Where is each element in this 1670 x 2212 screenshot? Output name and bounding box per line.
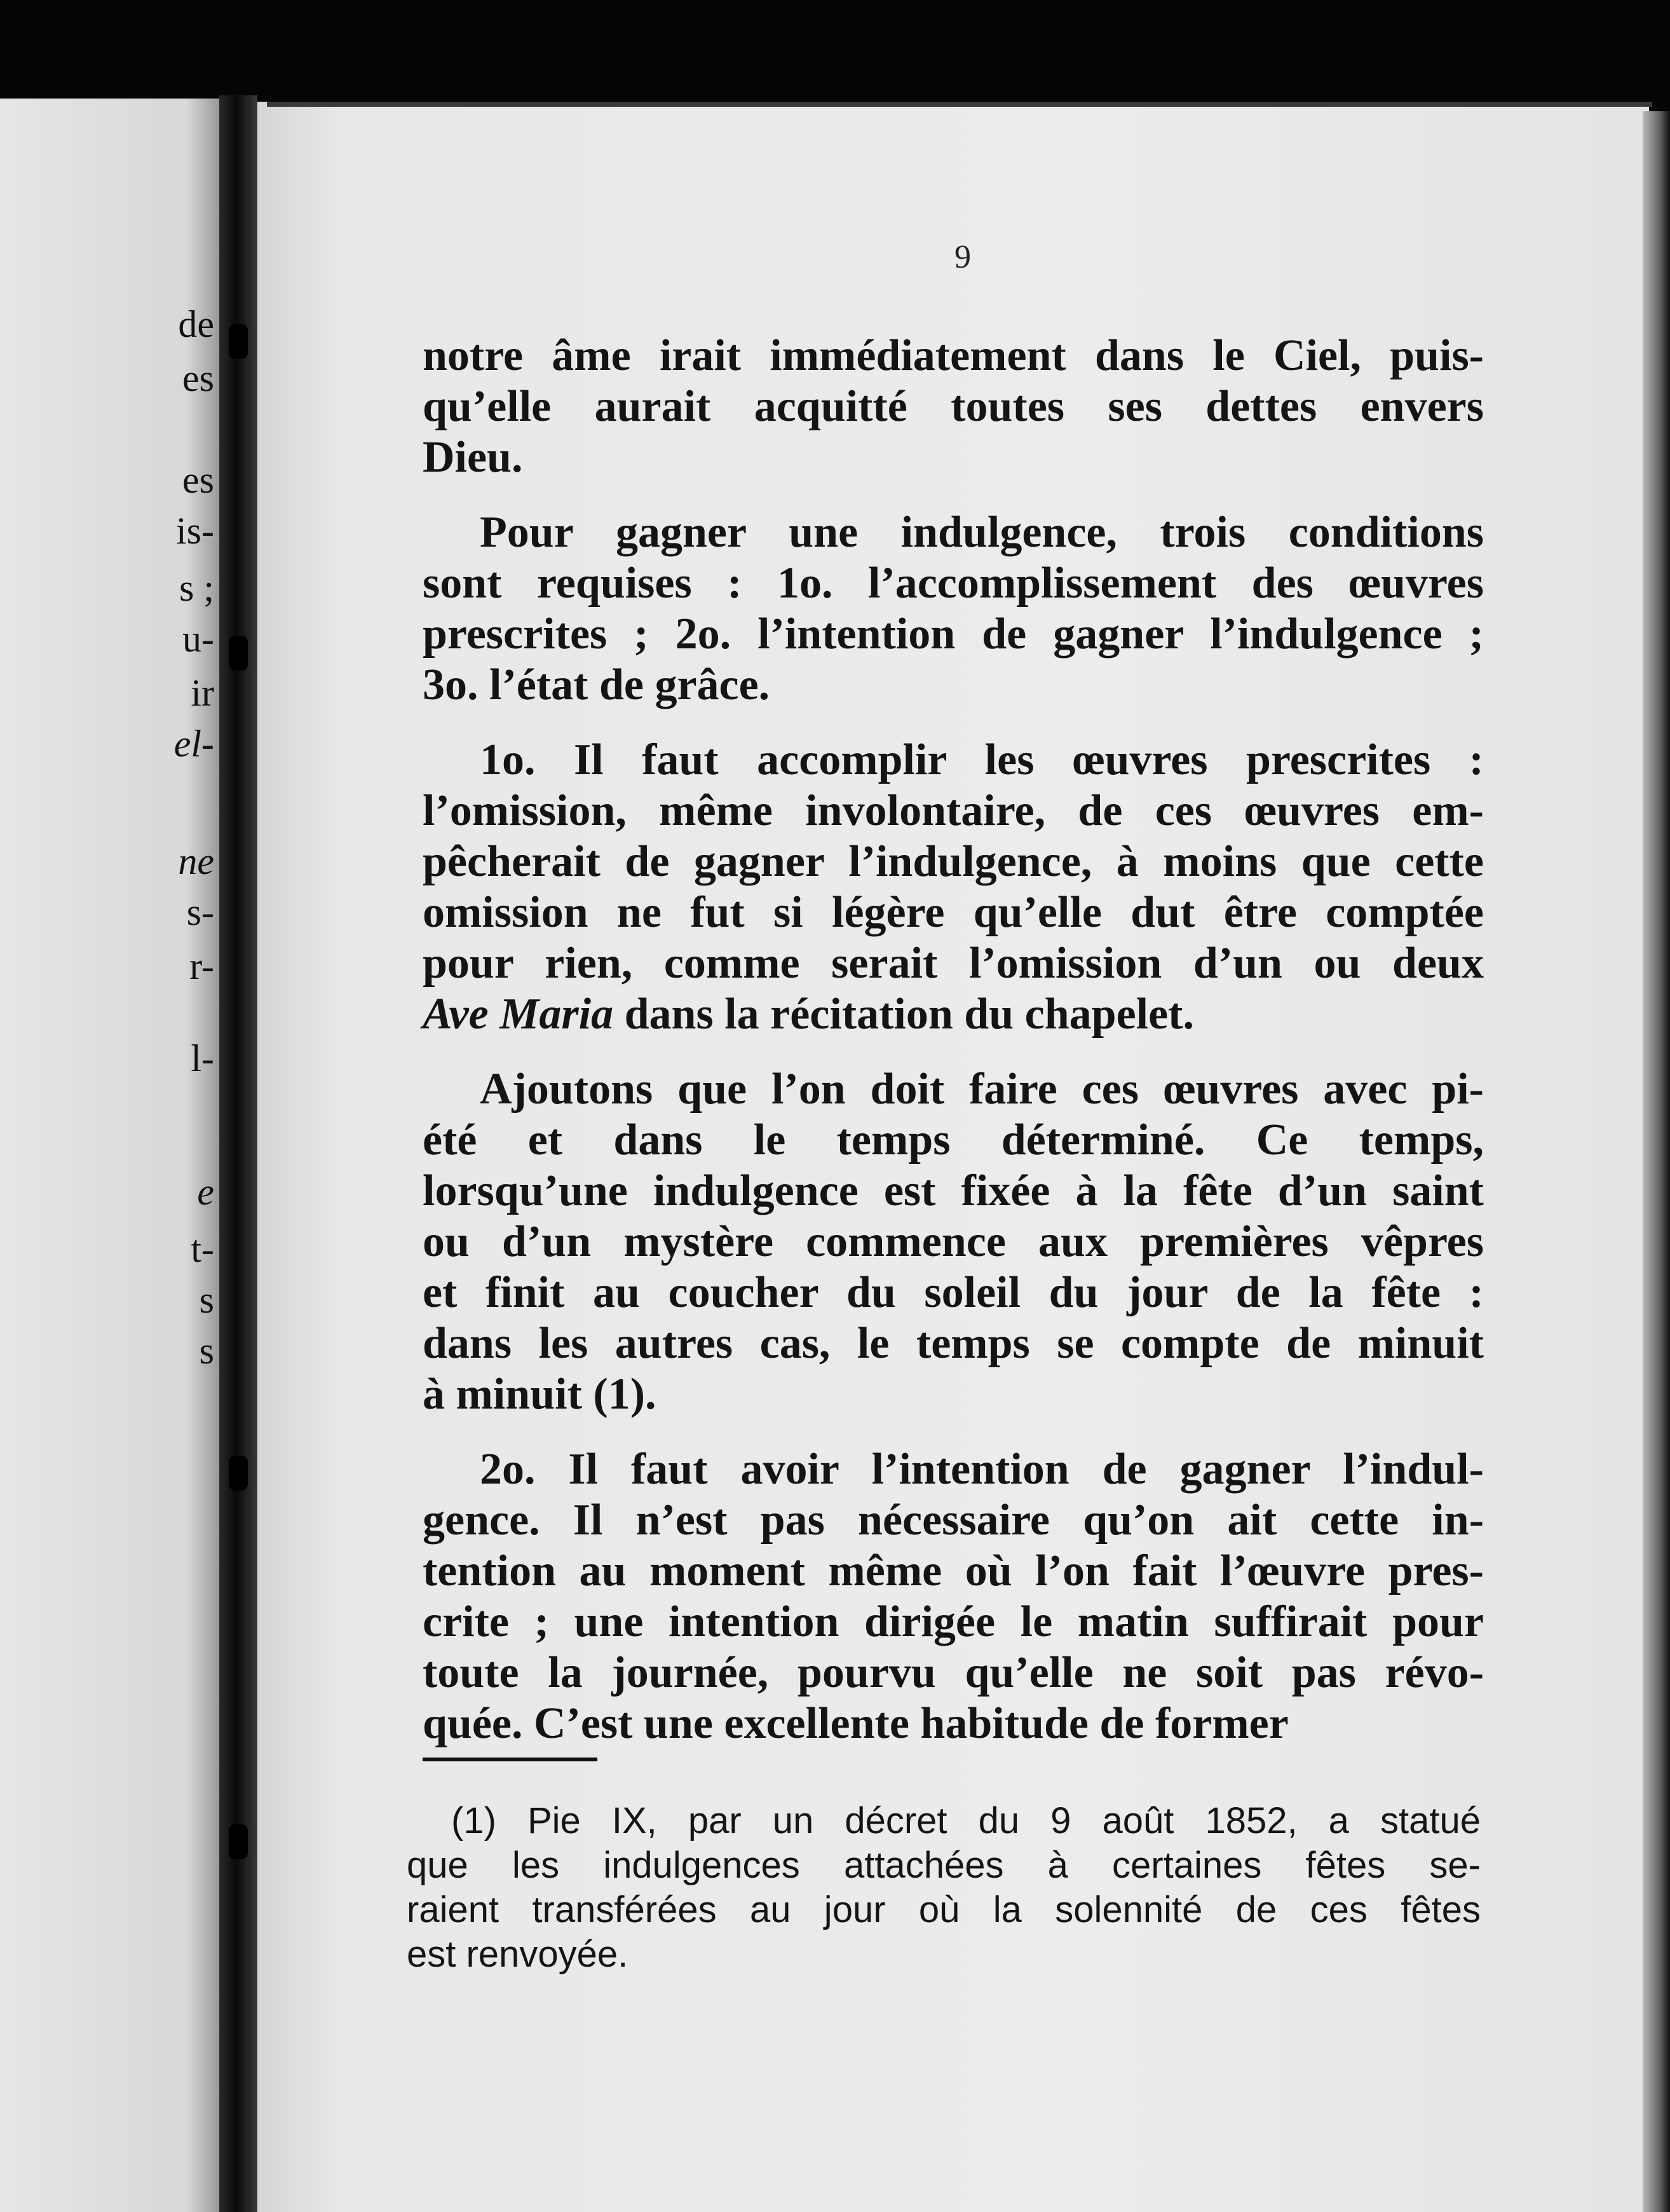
left-page-fragment: de <box>178 303 214 345</box>
left-page-fragment: u- <box>182 618 214 660</box>
body-text <box>423 331 1484 1749</box>
text-line: qu’elle aurait acquitté toutes ses dettes envers <box>423 382 1484 431</box>
text-line: Ave Maria dans la récitation du chapelet. <box>423 990 1194 1039</box>
left-page-fragment: l- <box>191 1037 214 1079</box>
footnote-line: raient transférées au jour où la solennité de ces fêtes <box>407 1889 1481 1930</box>
page-number: 9 <box>954 239 971 275</box>
footnote-line: que les indulgences attachées à certaines fêtes se- <box>407 1845 1481 1886</box>
text-line: prescrites ; 2o. l’intention de gagner l’indulgence ; <box>423 610 1484 659</box>
text-line: 3o. l’état de grâce. <box>423 660 770 709</box>
text-line: toute la journée, pourvu qu’elle ne soit pas révo- <box>423 1648 1484 1697</box>
text-line: l’omission, même involontaire, de ces œuvres em- <box>423 786 1484 835</box>
left-page-fragment: s <box>199 1330 214 1372</box>
left-page-fragment: e <box>197 1171 214 1213</box>
text-line: lorsqu’une indulgence est fixée à la fête d’un saint <box>423 1166 1484 1215</box>
left-page-fragment: ir <box>191 672 214 714</box>
text-line: omission ne fut si légère qu’elle dut être comptée <box>423 888 1484 937</box>
left-page-fragment: es <box>182 357 214 399</box>
paragraph <box>423 735 1484 1040</box>
paragraph <box>423 507 1484 711</box>
paragraph <box>423 1444 1484 1749</box>
left-page-fragment: r- <box>189 945 214 987</box>
binding-thread <box>229 1824 248 1859</box>
paragraph <box>423 331 1484 483</box>
left-page-fragment: is- <box>176 510 214 552</box>
binding-thread <box>229 1456 248 1491</box>
text-line: dans les autres cas, le temps se compte de minuit <box>423 1319 1484 1368</box>
left-page-fragment: es <box>182 459 214 501</box>
text-line: 2o. Il faut avoir l’intention de gagner l’indul- <box>480 1445 1484 1494</box>
text-line: pêcherait de gagner l’indulgence, à moins que cette <box>423 837 1484 886</box>
left-facing-page <box>0 99 219 2212</box>
italic-phrase: Ave Maria <box>423 990 614 1039</box>
page-right-edge <box>1643 111 1670 2212</box>
paragraph <box>423 1064 1484 1420</box>
paragraph-gap <box>423 1040 1484 1064</box>
text-line: tention au moment même où l’on fait l’œuvre pres- <box>423 1546 1484 1595</box>
text-line: notre âme irait immédiatement dans le Ciel, puis- <box>423 331 1484 380</box>
book-gutter <box>219 95 257 2212</box>
left-page-fragment: s <box>199 1279 214 1321</box>
text-line: été et dans le temps déterminé. Ce temps, <box>423 1116 1484 1164</box>
text-line: à minuit (1). <box>423 1370 656 1419</box>
left-page-fragment: s ; <box>179 567 214 609</box>
paragraph-gap <box>423 1420 1484 1444</box>
footnote-rule <box>423 1758 597 1761</box>
paragraph-gap <box>423 483 1484 507</box>
page-top-edge <box>267 102 1652 107</box>
left-page-fragment: s- <box>186 891 214 933</box>
text-line: Pour gagner une indulgence, trois conditions <box>480 508 1484 557</box>
left-page-fragment: ne <box>178 840 214 882</box>
left-page-fragment: el- <box>173 723 214 765</box>
left-page-fragment: t- <box>191 1228 214 1270</box>
footnote-line: (1) Pie IX, par un décret du 9 août 1852, a statué <box>451 1800 1481 1841</box>
text-line: pour rien, comme serait l’omission d’un ou deux <box>423 939 1484 988</box>
text-line: quée. C’est une excellente habitude de former <box>423 1699 1289 1748</box>
text-line: crite ; une intention dirigée le matin suffirait pour <box>423 1597 1484 1646</box>
binding-thread <box>229 636 248 671</box>
paragraph-gap <box>423 711 1484 735</box>
text-line: et finit au coucher du soleil du jour de la fête : <box>423 1268 1484 1317</box>
text-line: ou d’un mystère commence aux premières vêpres <box>423 1217 1484 1266</box>
footnote <box>407 1799 1481 1977</box>
text-line: sont requises : 1o. l’accomplissement des œuvres <box>423 559 1484 608</box>
text-line: Dieu. <box>423 433 523 482</box>
binding-thread <box>229 324 248 359</box>
text-line: gence. Il n’est pas nécessaire qu’on ait cette in- <box>423 1496 1484 1545</box>
text-line: 1o. Il faut accomplir les œuvres prescrites : <box>480 735 1484 784</box>
footnote-line: est renvoyée. <box>407 1934 628 1975</box>
text-line: Ajoutons que l’on doit faire ces œuvres avec pi- <box>480 1065 1484 1114</box>
